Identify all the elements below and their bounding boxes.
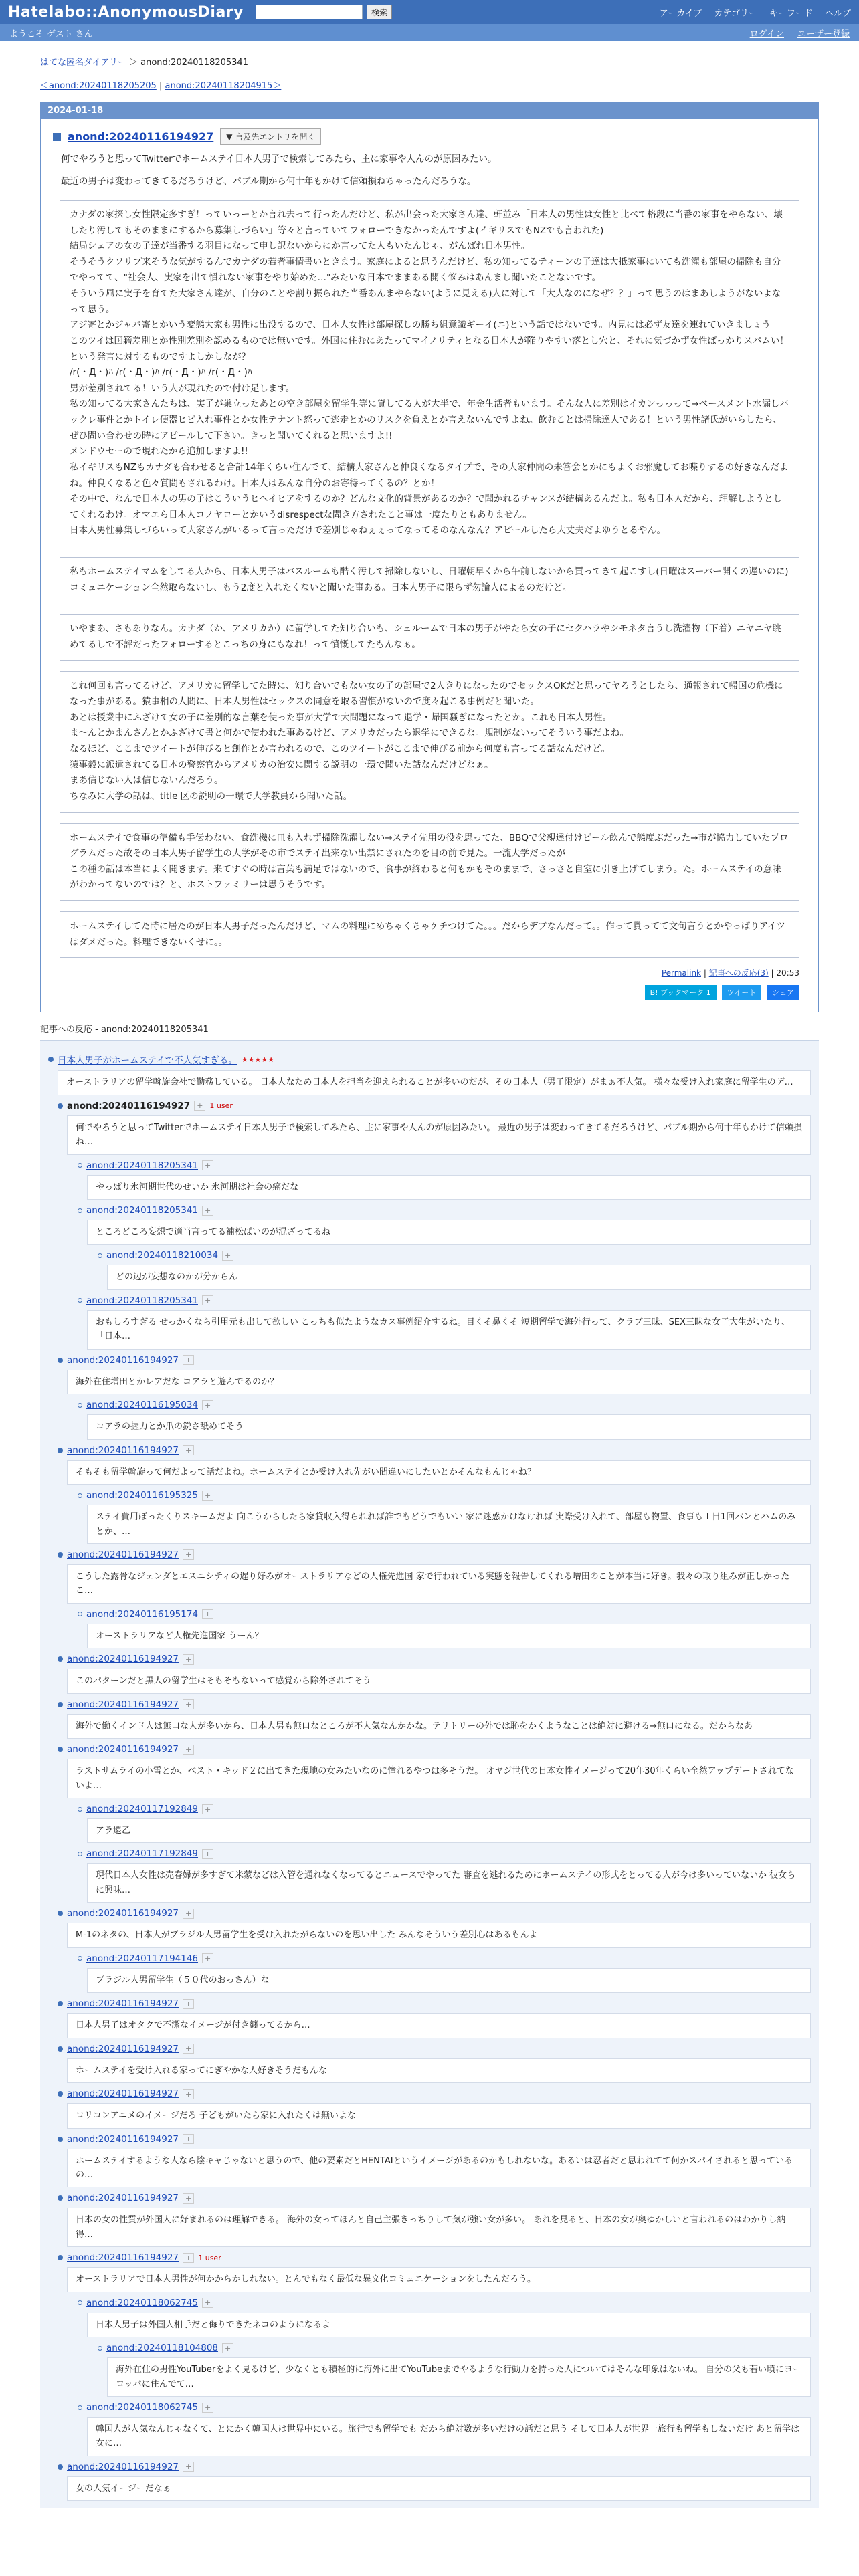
reaction-item xyxy=(78,2298,811,2397)
entry-footer xyxy=(53,967,799,978)
reaction-header xyxy=(78,1953,811,1964)
bookmark-count[interactable]: 1 user xyxy=(198,2253,221,2262)
reaction-id-link[interactable]: anond:20240116194927 xyxy=(67,2193,179,2204)
reaction-id-link[interactable]: anond:20240116195174 xyxy=(86,1608,199,1620)
entry-pager xyxy=(0,68,859,91)
footer-separator: | xyxy=(771,968,774,978)
reaction-header xyxy=(78,1848,811,1859)
reaction-item xyxy=(58,2193,811,2247)
reaction-item xyxy=(78,1953,811,1993)
add-star-icon[interactable]: + xyxy=(202,1400,213,1410)
reaction-id-link[interactable]: anond:20240116194927 xyxy=(67,1100,191,1111)
reaction-header xyxy=(78,2402,811,2413)
bullet-icon xyxy=(78,1403,82,1408)
reaction-item xyxy=(58,1654,811,1693)
add-star-icon[interactable]: + xyxy=(183,1445,194,1455)
add-star-icon[interactable]: + xyxy=(183,1699,194,1709)
reaction-header xyxy=(78,1400,811,1410)
reaction-header xyxy=(58,1908,811,1919)
open-quoted-entry-label: 言及先エントリを開く xyxy=(235,132,316,142)
reaction-summary: ブラジル人男留学生（５０代のおっさん）な xyxy=(87,1968,811,1993)
reaction-item xyxy=(58,2044,811,2083)
reaction-item xyxy=(78,1490,811,1544)
reaction-item xyxy=(78,1848,811,1903)
reaction-summary: 海外で働くインド人は無口な人が多いから、日本人男も無口なところが不人気なんかかな。テリトリーの外では恥をかくようなことは絶対に避ける→無口になる。だからなあ xyxy=(67,1714,811,1739)
welcome-text: ようこそ ゲスト さん xyxy=(9,29,93,39)
add-star-icon[interactable]: + xyxy=(183,1909,194,1919)
reaction-id-link[interactable]: anond:20240116194927 xyxy=(67,1654,179,1665)
reaction-item xyxy=(58,2252,811,2456)
bullet-icon xyxy=(98,1253,102,1258)
reaction-item xyxy=(58,1908,811,1993)
reaction-id-link[interactable]: anond:20240116194927 xyxy=(67,1699,179,1710)
reaction-header xyxy=(78,1490,811,1501)
reaction-summary: 女の人気イージーだなぁ xyxy=(67,2476,811,2501)
reaction-item xyxy=(58,1699,811,1739)
site-logo[interactable]: Hatelabo::AnonymousDiary xyxy=(8,3,244,21)
add-star-icon[interactable]: + xyxy=(202,1160,213,1170)
reaction-id-link[interactable]: anond:20240118210034 xyxy=(106,1250,219,1261)
reaction-header xyxy=(58,1699,811,1710)
reaction-summary: このパターンだと黒人の留学生はそもそもないって感覚から除外されてそう xyxy=(67,1669,811,1693)
quote-box-1: カナダの家探し女性限定多すぎ！っていっーとか言れ去って行ったんだけど、私が出会った大家さん達、軒並み「日本人の男性は女性と比べて格段に当番の家事をやらない、壊したり汚してもそのままにするから募集しづらい」等々と言っていてフォローできなかったんですよ(イギリスでもNZでも言われた) 結局シェアの女の子達が当番する羽目になって申し訳ないからにか言ってた人もいたんじゃ、がんばれ日本男性。 そうそうクソリプ来そうな気がするんでカナダの若者事情書いときます。家庭によると思うんだけど、私の知ってるティーンの子達は大抵家事にいても洗濯も部屋の掃除も自分でやってて、"社会人、実家を出て慣れない家事をやり始めた…"みたいな日本でままある開く悩みはあんまし聞いたことないです。 そういう風に実子を育てた大家さん達が、自分のことや割り振られた当番あんまやらない(ように見える)人に対して「大人なのになぜ？？」って思うのはまあしようがないよなって思う。 アジ寄とかジャパ寄とかいう変態大家も男性に出没するので、日本人女性は部屋探しの勝ち組意識ギーイ(ニ)という話ではないです。内見には必ず友達を連れていきましょう このツイは国籍差別とか性別差別を認めるものでは無いです。外国に住むにあたってマイノリティとなる日本人が陥りやすい落とし穴と、それに気づかず女性ばっかりスパムい！という発言に対するものですよしかしなが？ /r(・Д・)ﾊ /r(・Д・)ﾊ /r(・Д・)ﾊ /r(・Д・)ﾊ 男が差別されてる！いう人が現れたので付け足します。 私の知ってる大家さんたちは、実子が巣立ったあとの空き部屋を留学生等に貸してる人が大半で、年金生活者もいます。そんな人に差別はイカンっっって→ベースメント水漏しバックレ事件とかトイレ便器ヒビ入れ事件とか女性テナント怒って逃走とかのリスクを負えとか言えないんですよね。飲むことは掃除達人である！という男性諸氏がいらしたら、ぜひ問い合わせの時にアピールして下さい。きっと聞いてくれると思いますよ!! メンドウセーので現れたから追加しますよ!! 私イギリスもNZもカナダも合わせると合計14年くらい住んでて、結構大家さんと仲良くなるタイプで、その大家仲間の未答会とかにもよくお邪魔してお喋りするの好きなんだよね。仲良くなると色々質問もされるわけ。日本人はみんな自分のお寄待ってくるの？とか！ その中で、なんで日本人の男の子はこういうヒヘイヒアをするのか？どんな文化的背景があるのか？で聞かれるチャンスが結構あるんだよ。私も日本人だから、理解しようとしてくれるわけ。オマエら日本人コノヤローとかいうdisrespectな聞き方されたこと事は一度たりともありません。 日本人男性募集しづらいって大家さんがいるって言っただけで差別じゃねぇぇってなってるのなんなん？アピールしたら大丈夫だよゆうとるやん。 xyxy=(60,200,799,546)
breadcrumb-separator: ＞ xyxy=(128,58,138,68)
reaction-header xyxy=(58,1998,811,2009)
bullet-icon xyxy=(78,1163,82,1168)
reaction-id-link[interactable]: anond:20240116195325 xyxy=(86,1490,199,1501)
reaction-id-link[interactable]: anond:20240116194927 xyxy=(67,1354,179,1366)
reaction-id-link[interactable]: anond:20240116194927 xyxy=(67,2133,179,2145)
reaction-id-link[interactable]: anond:20240116194927 xyxy=(67,2088,179,2100)
bullet-icon xyxy=(78,2405,82,2410)
reaction-summary: ステイ費用ぼったくりスキームだよ 向こうからしたら家貸収入得られれば誰でもどうでもいい 家に迷惑かけなければ 実際受け入れて、部屋も物置、食事も１日1回パンとハムのみとか、… xyxy=(87,1505,811,1544)
footer-separator: | xyxy=(703,968,706,978)
reaction-item xyxy=(78,1160,811,1200)
reaction-summary: 日本人男子は外国人相手だと侮りできたネコのようになるよ xyxy=(87,2313,811,2337)
reaction-item xyxy=(58,1744,811,1903)
reaction-header xyxy=(58,2252,811,2263)
entry-lead-1: 何でやろうと思ってTwitterでホームステイ日本人男子で検索してみたら、主に家事や人んのが原因みたい。 xyxy=(61,154,497,165)
bullet-icon xyxy=(58,1552,63,1558)
bullet-icon xyxy=(58,1911,63,1916)
add-star-icon[interactable]: + xyxy=(222,2343,233,2353)
bullet-icon xyxy=(58,2091,63,2097)
reaction-summary: 海外在住の男性YouTuberをよく見るけど、少なくとも積極的に海外に出てYouTubeまでやるような行動力を持った人についてはそんな印象はないね。 自分の父も若い頃にヨーロッパに住んでて… xyxy=(107,2357,811,2397)
reaction-item xyxy=(78,1400,811,1439)
reaction-header xyxy=(58,1744,811,1755)
add-star-icon[interactable]: + xyxy=(194,1101,205,1111)
reaction-item xyxy=(78,2402,811,2456)
reaction-header xyxy=(78,1609,811,1620)
root-entry-summary: オーストラリアの留学斡旋会社で勤務している。 日本人なため日本人を担当を迎えられることが多いのだが、その日本人（男子限定）がまぁ不人気。 様々な受け入れ家庭に留学生のデ… xyxy=(58,1070,811,1095)
reaction-id-link[interactable]: anond:20240118062745 xyxy=(86,2297,199,2309)
nav-category[interactable]: カテゴリー xyxy=(714,8,757,19)
reaction-summary: オーストラリアなど人権先進国家 うーん？ xyxy=(87,1624,811,1648)
entry-square-icon xyxy=(53,133,61,141)
reaction-header xyxy=(98,2343,811,2353)
day-section xyxy=(40,102,819,1012)
add-star-icon[interactable]: + xyxy=(202,2403,213,2413)
bullet-icon xyxy=(58,1358,63,1363)
quote-box-5: ホームステイで食事の準備も手伝わない、食洗機に皿も入れず掃除洗濯しない→ステイ先用の役を思ってた、BBQで父親達付けビール飲んで態度ぶだった→市が協力していたプログラムだった故その日本人男子留学生の大学がその市でステイ出来ない出禁にされたのを目の前で見た。一流大学だったが この種の話は本当によく聞きます。来てすぐの時は言葉も満足ではないので、食事が終わると何もかもそのままで、さっさと自室に引き上げてしまう。た。ホームステイの意味がわかってないのでは？と、ホストファミリーは思うそうです。 xyxy=(60,823,799,901)
reaction-header xyxy=(58,1654,811,1665)
quote-box-6: ホームステイしてた時に居たのが日本人男子だったんだけど、マムの料理にめちゃくちゃケチつけてた。。。だからデブなんだって。。作って貰ってて文句言うとかやっぱりアイツはダメだった。料理できないくせに。。 xyxy=(60,911,799,958)
reaction-id-link[interactable]: anond:20240116194927 xyxy=(67,2461,179,2472)
reaction-summary: オーストラリアで日本人男性が何かからかしれない。とんでもなく最低な異文化コミュニケーションをしたんだろう。 xyxy=(67,2267,811,2292)
reaction-id-link[interactable]: anond:20240118104808 xyxy=(106,2343,219,2354)
reaction-summary: 韓国人が人気なんじゃなくて、とにかく韓国人は世界中にいる。旅行でも留学でも だから絶対数が多いだけの話だと思う そして日本人が世界一旅行も留学もしないだけ あと留学は女に… xyxy=(87,2417,811,2456)
add-star-icon[interactable]: + xyxy=(202,1953,213,1963)
reaction-item xyxy=(78,1205,811,1290)
share-buttons xyxy=(53,985,799,1000)
breadcrumb-home[interactable]: はてな匿名ダイアリー xyxy=(40,58,126,68)
add-star-icon[interactable]: + xyxy=(183,1745,194,1755)
add-star-icon[interactable]: + xyxy=(183,2193,194,2204)
bullet-icon xyxy=(58,1702,63,1707)
reaction-summary: 何でやろうと思ってTwitterでホームステイ日本人男子で検索してみたら、主に家事や人んのが原因みたい。 最近の男子は変わってきてるだろうけど、パブル期から何十年もかけて信頼損ね… xyxy=(67,1115,811,1155)
bullet-icon xyxy=(78,1493,82,1498)
add-star-icon[interactable]: + xyxy=(183,1355,194,1365)
reaction-summary: ホームステイするような人なら陰キャじゃないと思うので、他の要素だとHENTAIというイメージがあるのかもしれないな。あるいは忍者だと思われてて何かスパイされると思っているの… xyxy=(67,2149,811,2188)
add-star-icon[interactable]: + xyxy=(222,1251,233,1261)
reaction-list xyxy=(58,1101,811,2502)
reactions-link[interactable]: 記事への反応(3) xyxy=(708,968,769,978)
bullet-icon xyxy=(58,2137,63,2142)
bullet-icon xyxy=(98,2346,102,2351)
reaction-summary: ホームステイを受け入れる家ってにぎやかな人好きそうだもんな xyxy=(67,2058,811,2083)
top-nav xyxy=(660,6,851,19)
permalink[interactable]: Permalink xyxy=(661,968,701,978)
add-star-icon[interactable]: + xyxy=(183,1549,194,1560)
add-star-icon[interactable]: + xyxy=(183,1654,194,1665)
reaction-item xyxy=(58,2088,811,2128)
reaction-item xyxy=(58,1355,811,1440)
bullet-icon xyxy=(48,1057,54,1062)
reaction-item xyxy=(78,1804,811,1843)
reactions-heading: 記事への反応 - anond:20240118205341 xyxy=(40,1025,209,1035)
reaction-header xyxy=(58,1101,811,1111)
reaction-id-link[interactable]: anond:20240118205341 xyxy=(86,1205,199,1216)
reaction-item xyxy=(58,1445,811,1544)
reaction-summary: やっぱり氷河期世代のせいか 氷河期は社会の癌だな xyxy=(87,1175,811,1200)
reaction-id-link[interactable]: anond:20240116194927 xyxy=(67,1744,179,1755)
reaction-summary: ロリコンアニメのイメージだろ 子どもがいたら家に入れたくは無いよな xyxy=(67,2103,811,2128)
open-quoted-entry-button[interactable]: ▼ 言及先エントリを開く xyxy=(220,128,321,145)
add-star-icon[interactable]: + xyxy=(202,1804,213,1814)
reaction-id-link[interactable]: anond:20240118205341 xyxy=(86,1160,199,1171)
reaction-id-link[interactable]: anond:20240116194927 xyxy=(67,2043,179,2054)
bullet-icon xyxy=(58,1103,63,1109)
bookmark-count[interactable]: 1 user xyxy=(209,1101,233,1111)
reaction-item xyxy=(98,1250,811,1289)
bullet-icon xyxy=(78,2300,82,2305)
bullet-icon xyxy=(78,1612,82,1616)
reaction-id-link[interactable]: anond:20240116194927 xyxy=(67,1908,179,1919)
quote-box-4: これ何回も言ってるけど、アメリカに留学してた時に、知り合いでもない女の子の部屋で2人きりになったのでセックスOKだと思ってヤろうとしたら、通報されて帰国の危機になった事がある。猿事相の人間に、日本人男性はセックスの同意を取る習慣がないので度々起こる事例だと聞いた。 あとは授業中にふざけて女の子に差別的な言葉を使った事が大学で大問題になって退学・帰国騒ぎになったとか。これも日本人男性。 ま～んとかまんさんとかふざけて書と何かで使われた事あるけど、アメリカだったら退学にできるな。規制がないってそういう事だよね。 なるほど、ここまでツイートが伸びると創作とか言われるので、このツイートがここまで伸びる前から何度も言ってる話なんだけど。 猿事毅に派遣されてる日本の警察官からアメリカの治安に関する説明の一環で聞いた話なんだけどなぁ。 まあ信じない人は信じないんだろう。 ちなみに大学の話は、title 区の説明の一環で大学教員から聞いた話。 xyxy=(60,671,799,813)
tweet-button[interactable]: ツイート xyxy=(722,985,761,1000)
add-star-icon[interactable]: + xyxy=(183,2134,194,2144)
add-star-icon[interactable]: + xyxy=(202,1609,213,1619)
day-date: 2024-01-18 xyxy=(41,102,818,119)
reaction-summary: こうした露骨なジェンダとエスニシティの遅り好みがオーストラリアなどの人権先進国 家で行われている実態を報告してくれる増田のことが本当に好き。我々の取り組みが正しかったこ… xyxy=(67,1564,811,1604)
reaction-summary: 日本の女の性質が外国人に好まれるのは理解できる。 海外の女ってほんと自己主張きっちりして気が強い女が多い。 あれを見ると、日本の女が奥ゆかしいと言われるのはわかりし納得… xyxy=(67,2208,811,2247)
reaction-item xyxy=(58,1549,811,1648)
add-star-icon[interactable]: + xyxy=(202,2298,213,2308)
bullet-icon xyxy=(58,2195,63,2201)
reaction-id-link[interactable]: anond:20240118205341 xyxy=(86,1295,199,1306)
reaction-summary: ところどころ妄想で適当言ってる補松ぱいのが混ざってるね xyxy=(87,1220,811,1245)
reaction-summary: どの辺が妄想なのかが分からん xyxy=(107,1265,811,1289)
nav-keyword[interactable]: キーワード xyxy=(769,8,813,19)
bullet-icon xyxy=(58,2001,63,2006)
add-star-icon[interactable]: + xyxy=(183,2462,194,2472)
reaction-header xyxy=(78,1205,811,1216)
reaction-item xyxy=(58,1101,811,1350)
next-entry-link[interactable]: anond:20240118204915＞ xyxy=(165,81,282,91)
register-link[interactable]: ユーザー登録 xyxy=(797,29,850,39)
add-star-icon[interactable]: + xyxy=(183,2089,194,2099)
facebook-share-button[interactable]: シェア xyxy=(767,985,799,1000)
prev-entry-link[interactable]: ＜anond:20240118205205 xyxy=(40,81,157,91)
reaction-header xyxy=(98,1250,811,1261)
user-bar xyxy=(0,24,859,41)
reaction-summary: コアラの握力とか爪の鋭さ舐めてそう xyxy=(87,1414,811,1439)
star-rating: ★★★★★ xyxy=(241,1055,275,1064)
reaction-summary: 日本人男子はオタクで不潔なイメージが付き纏ってるから… xyxy=(67,2013,811,2038)
reaction-item xyxy=(78,1609,811,1648)
bullet-icon xyxy=(58,1656,63,1662)
breadcrumb-current: anond:20240118205341 xyxy=(140,58,248,68)
nav-archive[interactable]: アーカイブ xyxy=(659,8,702,19)
bullet-icon xyxy=(58,1448,63,1453)
reaction-id-link[interactable]: anond:20240116195034 xyxy=(86,1400,199,1411)
quote-box-3: いやまあ、さもありなん。カナダ（か、アメリカか）に留学してた知り合いも、シェルームで日本の男子がやたら女の子にセクハラやシモネタ言うし洗濯物（下着）ニヤニヤ眺めてるしで不評だったフォローするとこっちの身にもなれ！って憤慨してたもんなぁ。 xyxy=(60,614,799,660)
reaction-id-link[interactable]: anond:20240116194927 xyxy=(67,1549,179,1560)
reaction-item xyxy=(78,1295,811,1350)
reaction-id-link[interactable]: anond:20240116194927 xyxy=(67,1998,179,2010)
bullet-icon xyxy=(58,2046,63,2052)
reaction-id-link[interactable]: anond:20240116194927 xyxy=(67,2252,179,2264)
reaction-summary: ラストサムライの小雪とか、ベスト・キッド２に出てきた現地の女みたいなのに憧れるやつは多そうだ。 オヤジ世代の日本女性イメージって20年30年くらい全然アップデートされてないよ… xyxy=(67,1759,811,1798)
reaction-summary: 海外在住増田とかレアだな コアラと遊んでるのか？ xyxy=(67,1370,811,1394)
add-star-icon[interactable]: + xyxy=(202,1295,213,1305)
reaction-header xyxy=(58,2462,811,2472)
add-star-icon[interactable]: + xyxy=(202,1849,213,1859)
bullet-icon xyxy=(78,1208,82,1213)
login-link[interactable]: ログイン xyxy=(749,29,784,39)
reaction-id-link[interactable]: anond:20240117192849 xyxy=(86,1848,199,1860)
breadcrumb xyxy=(0,41,859,68)
add-star-icon[interactable]: + xyxy=(183,1999,194,2009)
add-star-icon[interactable]: + xyxy=(183,2044,194,2054)
reaction-id-link[interactable]: anond:20240116194927 xyxy=(67,1444,179,1456)
bullet-icon xyxy=(58,2255,63,2260)
reaction-item xyxy=(58,1998,811,2038)
bullet-icon xyxy=(58,1747,63,1752)
tree-root xyxy=(48,1053,811,2501)
reaction-item xyxy=(58,2134,811,2188)
bullet-icon xyxy=(78,1852,82,1856)
reaction-summary: アラ還乙 xyxy=(87,1818,811,1843)
reaction-header xyxy=(78,1295,811,1306)
reaction-tree xyxy=(40,1040,819,2508)
bullet-icon xyxy=(58,2464,63,2470)
reaction-header xyxy=(78,1804,811,1814)
reaction-item xyxy=(98,2343,811,2397)
reaction-header xyxy=(58,1549,811,1560)
add-star-icon[interactable]: + xyxy=(202,1491,213,1501)
reaction-header xyxy=(58,1355,811,1366)
reaction-summary: おもしろすぎる せっかくなら引用元も出して欲しい こっちも似たようなカス事例紹介するね。目くそ鼻くそ 短期留学で海外行って、クラブ三昧、SEX三昧な女子大生がいたり、「日本… xyxy=(87,1310,811,1350)
reaction-id-link[interactable]: anond:20240117194146 xyxy=(86,1953,199,1964)
bullet-icon xyxy=(78,1298,82,1303)
bullet-icon xyxy=(78,1807,82,1812)
reaction-item xyxy=(58,2462,811,2501)
reaction-summary: M-1のネタの、日本人がブラジル人男留学生を受け入れたがらないのを思い出した みんなそういう差別心はあるもんよ xyxy=(67,1923,811,1947)
add-star-icon[interactable]: + xyxy=(202,1206,213,1216)
bookmark-button[interactable]: B! ブックマーク 1 xyxy=(645,985,717,1000)
entry-time: 20:53 xyxy=(776,968,799,978)
nav-help[interactable]: ヘルプ xyxy=(824,8,851,19)
reaction-summary: 現代日本人女性は売春婦が多すぎて米蒙などは入管を通れなくなってるとニュースでやってた 審査を逃れるためにホームステイの形式をとってる人が今は多いっていないか 彼女らに興味… xyxy=(87,1863,811,1903)
search-button[interactable]: 検索 xyxy=(367,5,392,19)
entry-title-row xyxy=(53,128,806,145)
add-star-icon[interactable]: + xyxy=(183,2253,194,2263)
reaction-header xyxy=(58,2134,811,2145)
reaction-id-link[interactable]: anond:20240118062745 xyxy=(86,2402,199,2413)
search-input[interactable] xyxy=(256,5,363,19)
reaction-header xyxy=(78,2298,811,2309)
reaction-header xyxy=(58,1445,811,1456)
quote-box-2: 私もホームステイマムをしてる人から、日本人男子はバスルームも酷く汚して掃除しないし、日曜朝早くから午前しないから買ってきて起こすし(日曜はスーパー開くの遅いのに)コミュニケーション全然取らないし、もう2度と入れたくないと聞いた事ある。日本人男子に限らず勿論人によるのだけど。 xyxy=(60,557,799,603)
reaction-header xyxy=(58,2193,811,2204)
entry-title-link[interactable]: anond:20240116194927 xyxy=(68,130,214,143)
reaction-header xyxy=(58,2044,811,2054)
root-entry-link[interactable]: 日本人男子がホームステイで不人気すぎる。 xyxy=(58,1055,237,1067)
pager-separator: | xyxy=(159,81,163,91)
reaction-header xyxy=(78,1160,811,1171)
bullet-icon xyxy=(78,1956,82,1961)
reaction-id-link[interactable]: anond:20240117192849 xyxy=(86,1804,199,1814)
reaction-summary: そもそも留学斡旋って何だよって話だよね。ホームステイとか受け入れ先がい間違いにしたいとかそんなもんじゃね？ xyxy=(67,1460,811,1485)
entry-lead-2: 最近の男子は変わってきてるだろうけど、パブル期から何十年もかけて信頼損ねちゃったんだろうな。 xyxy=(61,175,476,187)
top-bar xyxy=(0,0,859,24)
reaction-header xyxy=(58,2088,811,2099)
